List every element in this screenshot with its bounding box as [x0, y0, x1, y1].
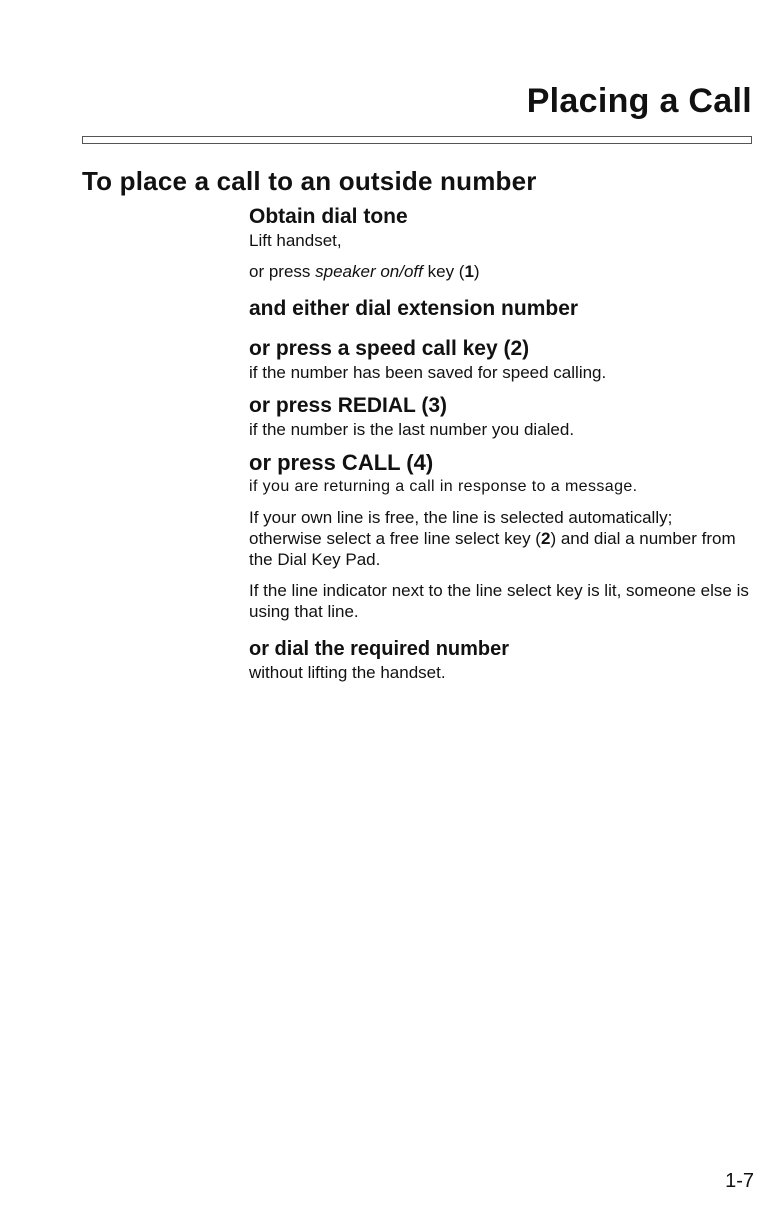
paragraph-line-selection	[249, 507, 749, 570]
section-heading: To place a call to an outside number	[82, 166, 537, 196]
step-heading-redial: or press REDIAL (3)	[249, 394, 447, 417]
step-heading-dial-required: or dial the required number	[249, 638, 510, 660]
text-fragment: key (	[422, 262, 465, 281]
text-fragment: ) and dial a number from the Dial Key Pad.	[249, 529, 736, 569]
key-name-speaker: speaker on/off	[315, 262, 423, 281]
step-text-speaker	[249, 261, 749, 282]
step-text-lift-handset: Lift handset,	[249, 231, 342, 250]
text-fragment: If your own line is free, the line is selected automatically; otherwise select a free line select key (	[249, 508, 673, 548]
step-text-dial-required: without lifting the handset.	[249, 663, 446, 682]
page-number: 1-7	[725, 1170, 754, 1192]
step-text-speed-call: if the number has been saved for speed calling.	[249, 363, 607, 382]
step-heading-speed-call: or press a speed call key (2)	[249, 337, 530, 360]
paragraph-line-indicator: If the line indicator next to the line select key is lit, someone else is using that line.	[249, 581, 749, 621]
page-title: Placing a Call	[526, 82, 752, 120]
text-fragment: or press	[249, 262, 316, 281]
step-heading-call: or press CALL (4)	[249, 450, 434, 475]
instructions	[249, 204, 749, 683]
step-heading-obtain-dial-tone: Obtain dial tone	[249, 205, 408, 228]
step-text-call: if you are returning a call in response to a message.	[249, 478, 638, 495]
callout-number: 2	[540, 529, 551, 548]
title-rule	[82, 136, 752, 144]
text-fragment: )	[473, 262, 480, 281]
step-text-redial: if the number is the last number you dialed.	[249, 420, 575, 439]
step-heading-dial-extension: and either dial extension number	[249, 297, 579, 320]
callout-number: 1	[464, 262, 474, 281]
